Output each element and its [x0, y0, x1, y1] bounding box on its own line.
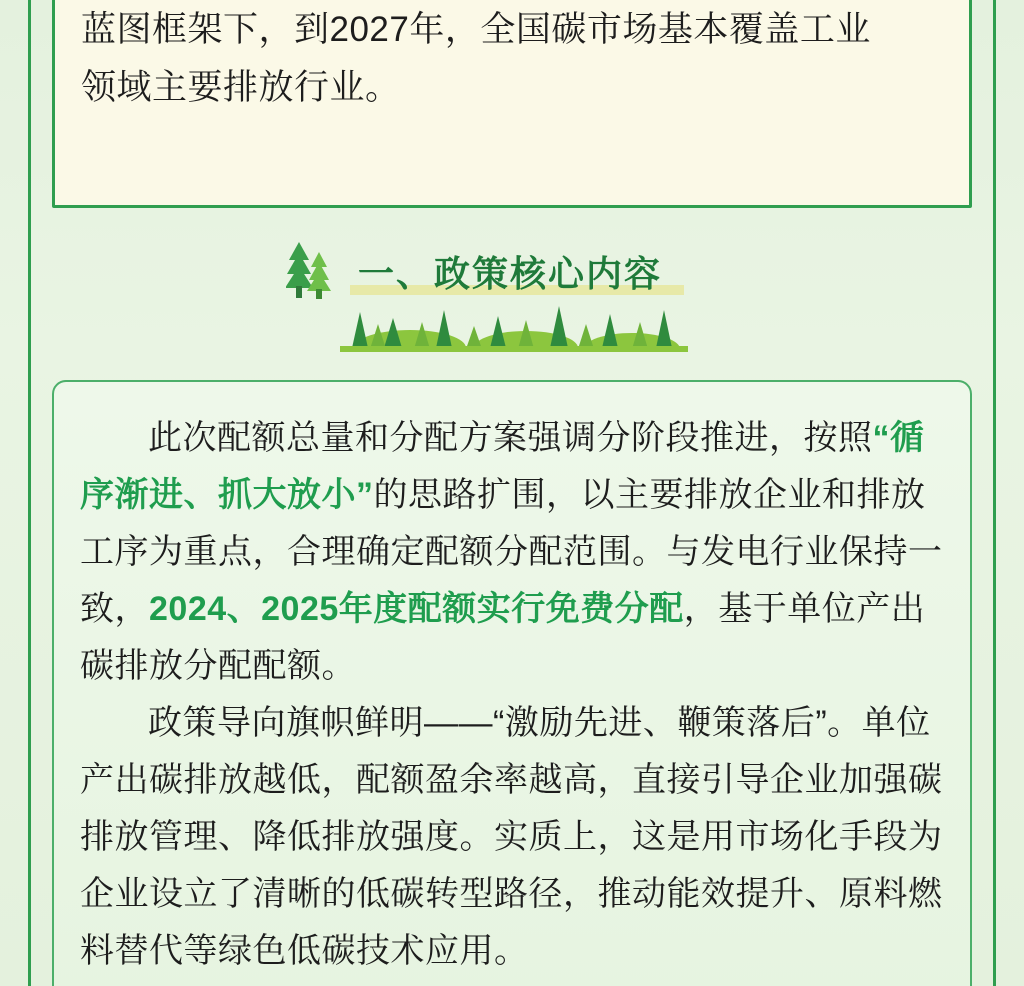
frame-left-border: [28, 0, 31, 986]
para1-segment-1: 此次配额总量和分配方案强调分阶段推进，按照: [148, 419, 873, 457]
top-card-line-3: 领域主要排放行业。: [81, 68, 401, 107]
para1-segment-5: ，基于单位产出碳排放分配配额。: [80, 590, 926, 685]
section-title: 一、政策核心内容: [358, 252, 663, 294]
top-card-line-2: 蓝图框架下，到2027年，全国碳市场基本覆盖工业: [81, 10, 871, 49]
body-paragraph-1: [80, 410, 944, 695]
pine-tree-icon: [286, 240, 332, 302]
frame-right-border: [993, 0, 996, 986]
para1-segment-3: 的思路扩围，以主要排放企业和排放工序为重点，合理确定配额分配范围。与发电行业保持一致，: [80, 476, 943, 628]
policy-content-card: [52, 380, 972, 986]
body-paragraph-2: 政策导向旗帜鲜明——“激励先进、鞭策落后”。单位产出碳排放越低，配额盈余率越高，直接引导企业加强碳排放管理、降低排放强度。实质上，这是用市场化手段为企业设立了清晰的低碳转型路径，推动能效提升、原料燃料替代等绿色低碳技术应用。: [80, 704, 943, 970]
top-summary-card: [52, 0, 972, 208]
section-heading-block: [0, 232, 1024, 362]
para1-highlight-allocation: 2024、2025年度配额实行免费分配: [149, 590, 684, 628]
forest-decoration: [340, 304, 688, 352]
para1-highlight-quote: “循序渐进、抓大放小”: [80, 419, 925, 514]
